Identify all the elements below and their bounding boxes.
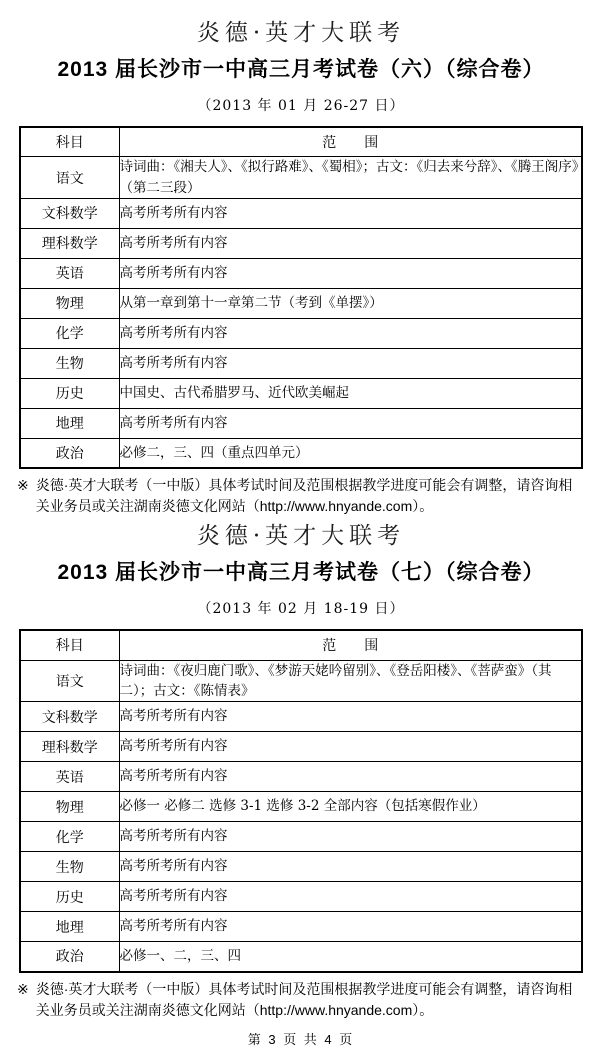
table-row [20, 288, 582, 318]
range-column-header: 范 围 [119, 127, 582, 157]
range-cell: 高考所考所有内容 [119, 732, 582, 762]
subject-cell: 地理 [20, 408, 119, 438]
subject-cell: 政治 [20, 438, 119, 468]
range-cell: 高考所考所有内容 [119, 852, 582, 882]
range-cell: 中国史、古代希腊罗马、近代欧美崛起 [119, 378, 582, 408]
exam-date: （2013 年 02 月 18-19 日） [197, 601, 405, 618]
range-cell: 诗词曲：《湘夫人》、《拟行路难》、《蜀相》；古文：《归去来兮辞》、《腾王阁序》（第二三段） [119, 157, 582, 199]
range-cell: 高考所考所有内容 [119, 822, 582, 852]
range-column-header: 范 围 [119, 630, 582, 660]
table-header-row [20, 630, 582, 660]
note-text: 炎德·英才大联考（一中版）具体考试时间及范围根据教学进度可能会有调整，请咨询相关业务员或关注湖南炎德文化网站（http://www.hnyande.com）。 [35, 477, 573, 515]
subject-cell: 物理 [20, 792, 119, 822]
range-cell: 高考所考所有内容 [119, 258, 582, 288]
table-row [20, 912, 582, 942]
table-row [20, 792, 582, 822]
subject-cell: 生物 [20, 348, 119, 378]
table-row [20, 732, 582, 762]
table-row [20, 942, 582, 972]
table-row [20, 438, 582, 468]
table-row [20, 318, 582, 348]
table-row [20, 882, 582, 912]
subject-cell: 英语 [20, 762, 119, 792]
note-text: 炎德·英才大联考（一中版）具体考试时间及范围根据教学进度可能会有调整，请咨询相关业务员或关注湖南炎德文化网站（http://www.hnyande.com）。 [35, 980, 573, 1018]
subject-cell: 生物 [20, 852, 119, 882]
note-marker: ※ [17, 477, 29, 494]
subject-cell: 政治 [20, 942, 119, 972]
range-cell: 高考所考所有内容 [119, 408, 582, 438]
exam-date: （2013 年 01 月 26-27 日） [197, 97, 405, 114]
subject-cell: 理科数学 [20, 732, 119, 762]
subject-cell: 理科数学 [20, 228, 119, 258]
table-row [20, 660, 582, 702]
range-cell: 必修二，三、四（重点四单元） [119, 438, 582, 468]
subject-cell: 历史 [20, 378, 119, 408]
range-cell: 高考所考所有内容 [119, 228, 582, 258]
subject-cell: 语文 [20, 157, 119, 199]
table-header-row [20, 127, 582, 157]
footnote [17, 979, 585, 1021]
subject-cell: 地理 [20, 912, 119, 942]
table-row [20, 198, 582, 228]
range-cell: 必修一、二，三、四 [119, 942, 582, 972]
subject-column-header: 科目 [20, 630, 119, 660]
table-row [20, 157, 582, 199]
range-cell: 高考所考所有内容 [119, 702, 582, 732]
range-cell: 高考所考所有内容 [119, 198, 582, 228]
range-cell: 从第一章到第十一章第二节（考到《单摆》） [119, 288, 582, 318]
exam-title: 2013 届长沙市一中高三月考试卷（七）（综合卷） [57, 560, 545, 584]
range-cell: 高考所考所有内容 [119, 882, 582, 912]
table-row [20, 348, 582, 378]
table-row [20, 408, 582, 438]
subject-cell: 历史 [20, 882, 119, 912]
brand-title: 炎德·英才大联考 [196, 523, 406, 550]
subject-cell: 化学 [20, 822, 119, 852]
subject-cell: 文科数学 [20, 702, 119, 732]
range-cell: 高考所考所有内容 [119, 912, 582, 942]
range-cell: 高考所考所有内容 [119, 348, 582, 378]
subject-cell: 英语 [20, 258, 119, 288]
brand-title: 炎德·英才大联考 [196, 20, 406, 46]
range-cell: 诗词曲：《夜归鹿门歌》、《梦游天姥吟留别》、《登岳阳楼》、《菩萨蛮》（其二）；古文：《陈情表》 [119, 660, 582, 702]
subject-cell: 化学 [20, 318, 119, 348]
table-row [20, 258, 582, 288]
subject-column-header: 科目 [20, 127, 119, 157]
table-row [20, 228, 582, 258]
page-number: 第 3 页 共 4 页 [247, 1031, 355, 1047]
table-row [20, 378, 582, 408]
exam-scope-table [19, 126, 583, 470]
table-row [20, 702, 582, 732]
range-cell: 高考所考所有内容 [119, 318, 582, 348]
exam-scope-table [19, 629, 583, 973]
table-row [20, 762, 582, 792]
exam-section-seven [0, 523, 602, 1020]
subject-cell: 语文 [20, 660, 119, 702]
exam-title: 2013 届长沙市一中高三月考试卷（六）（综合卷） [57, 57, 545, 81]
exam-section-six [0, 20, 602, 517]
note-marker: ※ [17, 980, 29, 997]
footnote [17, 475, 585, 517]
range-cell: 必修一 必修二 选修 3-1 选修 3-2 全部内容（包括寒假作业） [119, 792, 582, 822]
table-row [20, 822, 582, 852]
range-cell: 高考所考所有内容 [119, 762, 582, 792]
subject-cell: 文科数学 [20, 198, 119, 228]
table-row [20, 852, 582, 882]
subject-cell: 物理 [20, 288, 119, 318]
